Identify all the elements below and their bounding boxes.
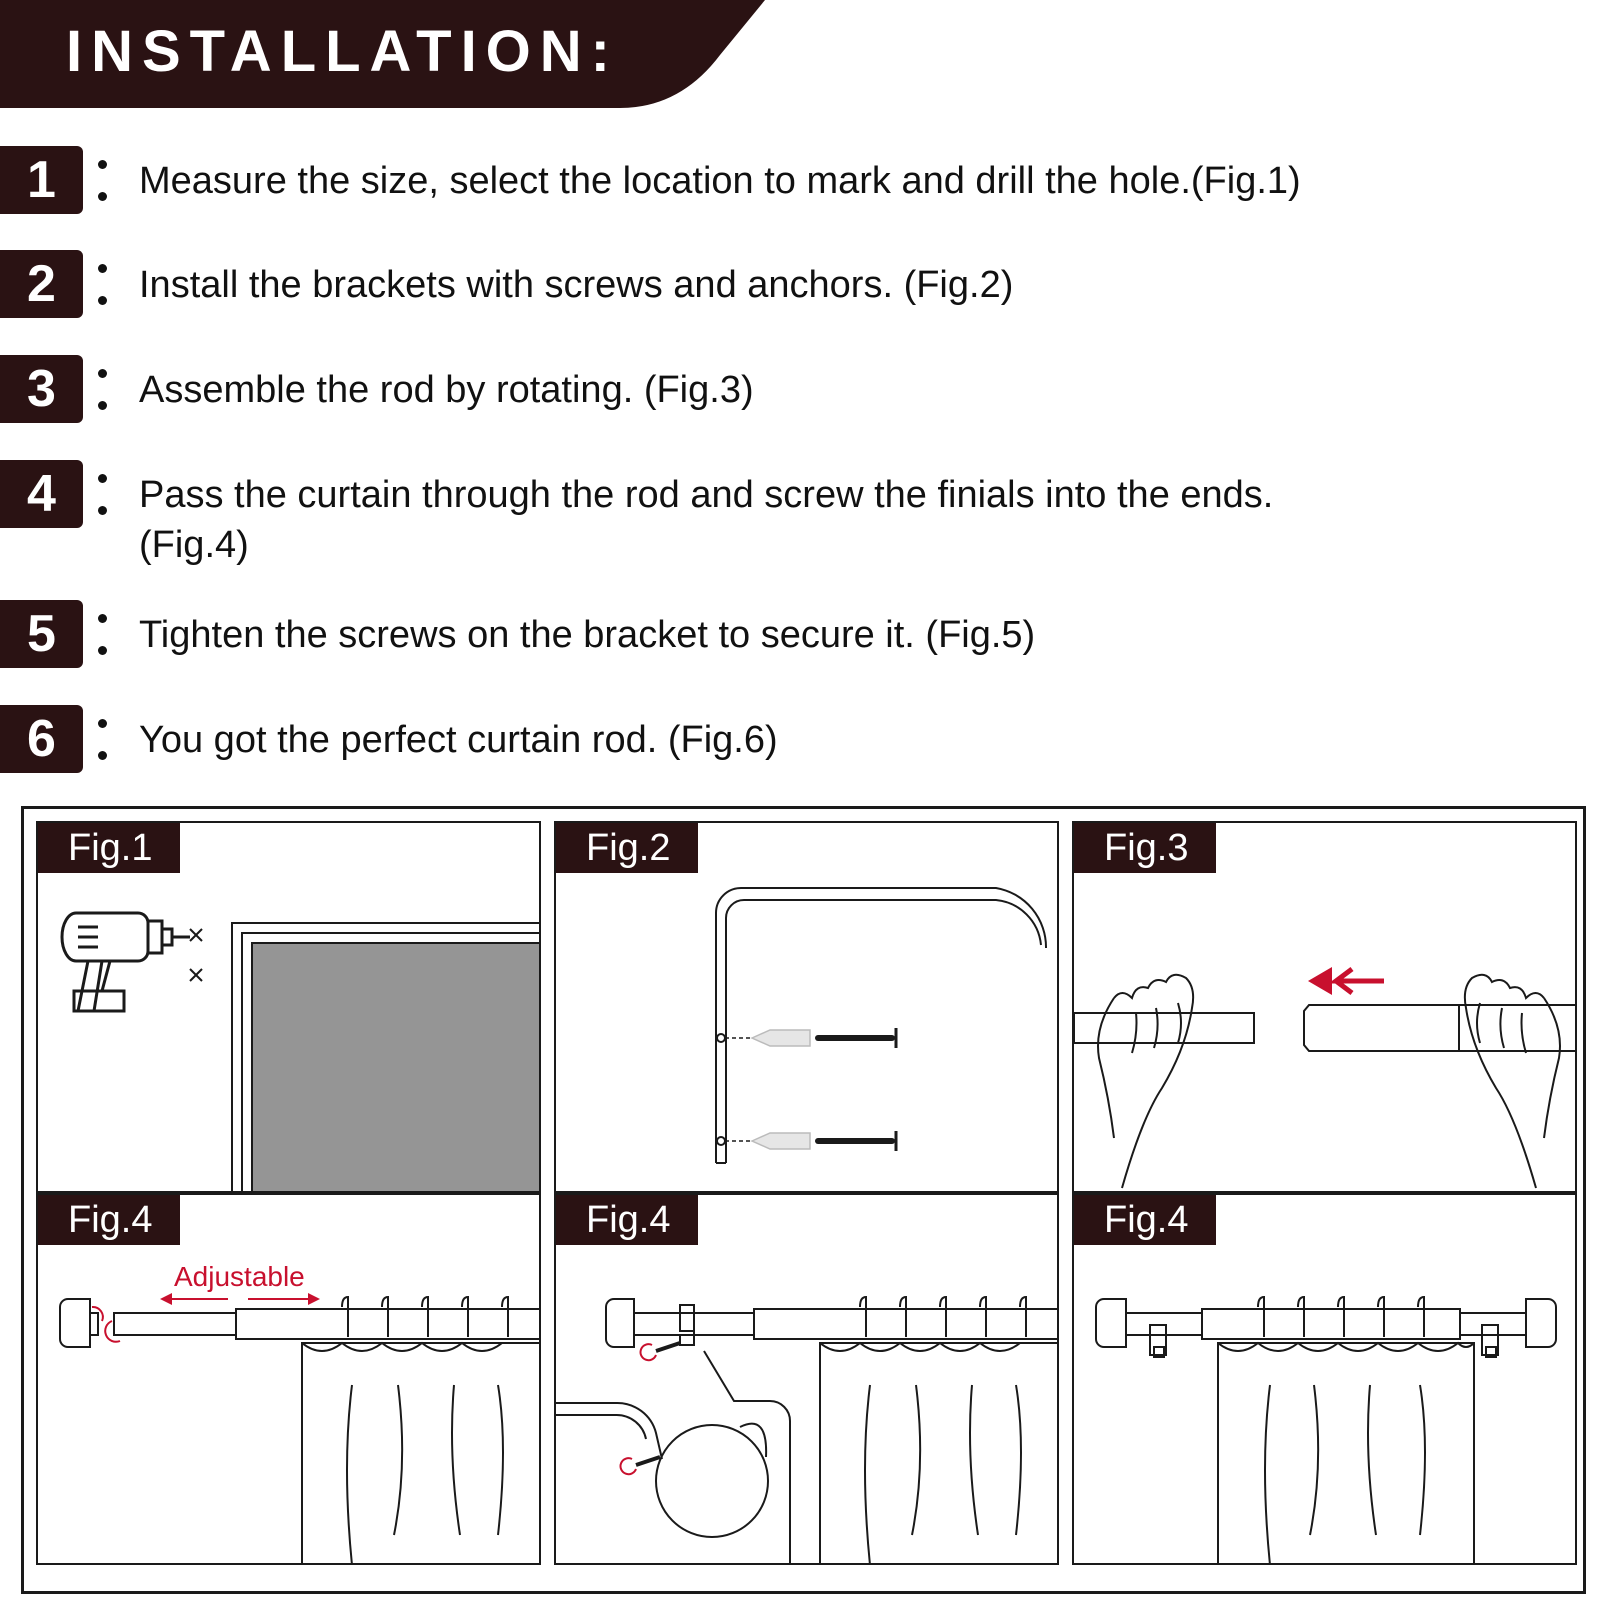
step-number: 6 [0,705,83,773]
figures-frame [21,806,1586,1594]
figure-label: Fig.4 [38,1195,180,1245]
step-number: 3 [0,355,83,423]
rod-finial-detail-icon [556,1195,1059,1565]
bracket-screws-icon [556,823,1059,1193]
colon-icon [96,466,108,522]
step-text: Tighten the screws on the bracket to secure it. (Fig.5) [139,614,1036,656]
figure-label: Fig.2 [556,823,698,873]
step-text: Measure the size, select the location to mark and drill the hole.(Fig.1) [139,160,1301,202]
colon-icon [96,606,108,662]
figure-panel-4 [36,1193,541,1565]
figure-panel-6 [1072,1193,1577,1565]
step-text [139,470,1539,570]
step-2 [0,250,1600,320]
adjustable-label: Adjustable [174,1261,305,1292]
step-number: 1 [0,146,83,214]
figure-panel-5 [554,1193,1059,1565]
step-text: You got the perfect curtain rod. (Fig.6) [139,719,778,761]
step-1 [0,146,1600,216]
drill-icon [38,823,541,1193]
step-text-line-1: Pass the curtain through the rod and screw the finials into the ends. [139,474,1274,516]
step-text: Install the brackets with screws and anchors. (Fig.2) [139,264,1014,306]
step-number: 2 [0,250,83,318]
step-number: 4 [0,460,83,528]
colon-icon [96,256,108,312]
figure-panel-2 [554,821,1059,1193]
page-title: INSTALLATION: [66,19,619,84]
figure-panel-3 [1072,821,1577,1193]
step-6 [0,705,1600,775]
figure-label: Fig.4 [1074,1195,1216,1245]
figure-panel-1 [36,821,541,1193]
step-number: 5 [0,600,83,668]
rod-complete-icon [1074,1195,1577,1565]
figure-label: Fig.1 [38,823,180,873]
hands-rod-icon [1074,823,1577,1193]
figure-label: Fig.3 [1074,823,1216,873]
step-text-line-2: (Fig.4) [139,524,249,566]
header-banner [0,0,770,110]
step-4 [0,460,1600,580]
rod-curtain-icon [38,1195,541,1565]
colon-icon [96,361,108,417]
colon-icon [96,711,108,767]
step-5 [0,600,1600,670]
colon-icon [96,152,108,208]
figure-label: Fig.4 [556,1195,698,1245]
step-text: Assemble the rod by rotating. (Fig.3) [139,369,754,411]
step-3 [0,355,1600,425]
